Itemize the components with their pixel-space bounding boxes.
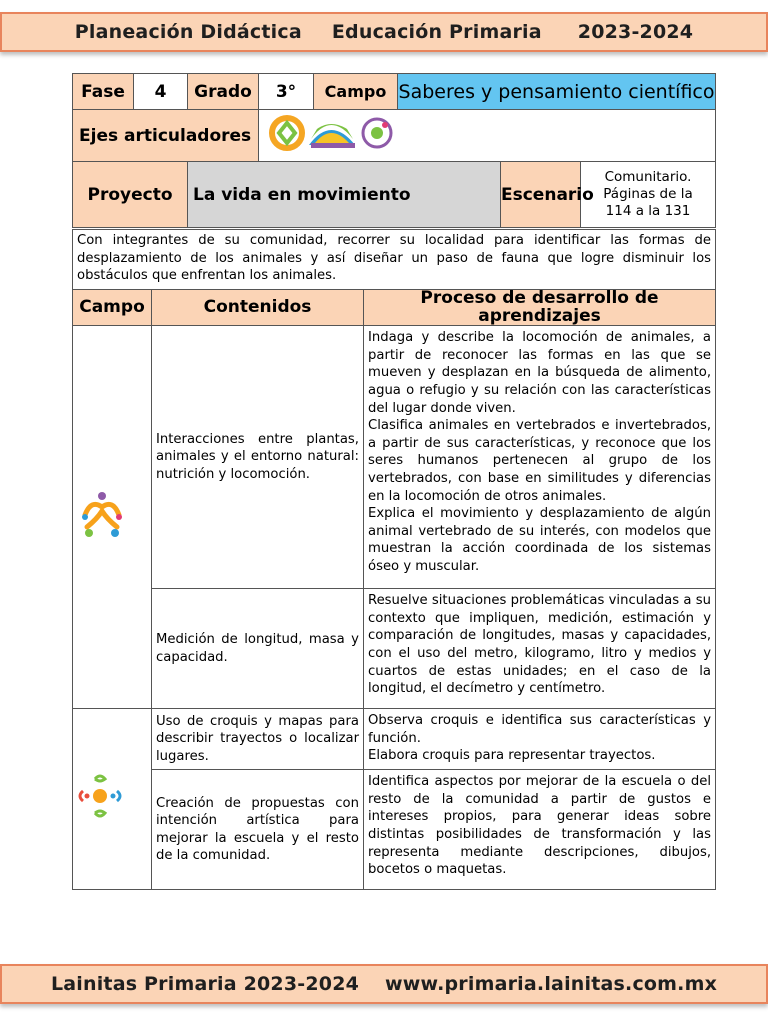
- ejes-label-text: Ejes articuladores: [79, 125, 252, 146]
- escenario-line-3: 114 a la 131: [605, 203, 691, 219]
- table-row: [73, 589, 716, 709]
- col-proceso-header: Proceso de desarrollo de aprendizajes: [364, 290, 716, 326]
- header-title: Planeación Didáctica: [74, 21, 302, 43]
- escenario-label: Escenario: [501, 162, 581, 228]
- escenario-value: [581, 162, 716, 228]
- campo-icon-cell-1: [73, 326, 152, 709]
- proyecto-label: Proyecto: [73, 162, 188, 228]
- proceso-cell: Observa croquis e identifica sus características y función. Elabora croquis para representar trayectos.: [364, 709, 716, 770]
- escenario-line-2: Páginas de la: [603, 186, 693, 202]
- ejes-icons-svg: [267, 113, 397, 153]
- footer-url: www.primaria.lainitas.com.mx: [385, 973, 718, 995]
- grado-value: 3°: [259, 74, 314, 110]
- project-description: Con integrantes de su comunidad, recorrer su localidad para identificar las formas de desplazamiento de los animales y así diseñar un paso de fauna que logre disminuir los obstáculos que enfrentan los animales.: [73, 230, 716, 290]
- header-band: [0, 12, 768, 52]
- header-level: Educación Primaria: [331, 21, 542, 43]
- table-row: [73, 326, 716, 589]
- header-year: 2023-2024: [577, 21, 694, 43]
- proceso-cell: Identifica aspectos por mejorar de la escuela o del resto de la comunidad a partir de gustos e intereses propios, para generar ideas sobre distintas posibilidades de transformación y las representa mediante descripciones, dibujos, bocetos o maquetas.: [364, 770, 716, 890]
- grado-label: Grado: [188, 74, 259, 110]
- proyecto-value: La vida en movimiento: [188, 162, 501, 228]
- col-contenidos-header: Contenidos: [152, 290, 364, 326]
- table-row: [73, 709, 716, 770]
- footer-band: [0, 964, 768, 1004]
- contenido-cell: Creación de propuestas con intención artística para mejorar la escuela y el resto de la comunidad.: [152, 770, 364, 890]
- ejes-icons: [259, 110, 716, 162]
- circle-swirl-icon: [363, 119, 391, 147]
- ring-icon: [272, 118, 302, 148]
- comunidad-figure-icon: [77, 773, 123, 819]
- proceso-cell: Resuelve situaciones problemáticas vinculadas a su contexto que impliquen, medición, estimación y comparación de longitudes, masas y capacidades, con el uso del metro, kilogramo, litro y medios y cuartos de estas unidades; en el caso de la longitud, el decímetro y centímetro.: [364, 589, 716, 709]
- campo-label: Campo: [314, 74, 398, 110]
- contenido-cell: Medición de longitud, masa y capacidad.: [152, 589, 364, 709]
- content-table: [72, 229, 716, 890]
- escenario-line-1: Comunitario.: [604, 169, 692, 185]
- fase-label: Fase: [73, 74, 134, 110]
- col-campo-header: Campo: [73, 290, 152, 326]
- contenido-cell: Uso de croquis y mapas para describir trayectos o localizar lugares.: [152, 709, 364, 770]
- saberes-figure-icon: [77, 489, 127, 539]
- campo-value: Saberes y pensamiento científico: [398, 74, 716, 110]
- fase-value: 4: [134, 74, 188, 110]
- footer-brand: Lainitas Primaria 2023-2024: [50, 973, 360, 995]
- ejes-label: [73, 110, 259, 162]
- campo-icon-cell-2: [73, 709, 152, 890]
- fan-icon: [309, 124, 355, 148]
- table-row: [73, 770, 716, 890]
- info-table: [72, 73, 716, 228]
- contenido-cell: Interacciones entre plantas, animales y el entorno natural: nutrición y locomoción.: [152, 326, 364, 589]
- proceso-cell: Indaga y describe la locomoción de animales, a partir de reconocer las formas en las que se mueven y desplazan en la búsqueda de alimento, agua o refugio y su relación con las características del lugar donde viven. Clasifica animales en vertebrados e invertebrados, a partir de sus características, y reconoce que los seres humanos pertenecen al grupo de los vertebrados, con base en similitudes y diferencias en la locomoción de otros animales. Explica el movimiento y desplazamiento de algún animal vertebrado de su interés, con modelos que muestran la acción coordinada de los sistemas óseo y muscular.: [364, 326, 716, 589]
